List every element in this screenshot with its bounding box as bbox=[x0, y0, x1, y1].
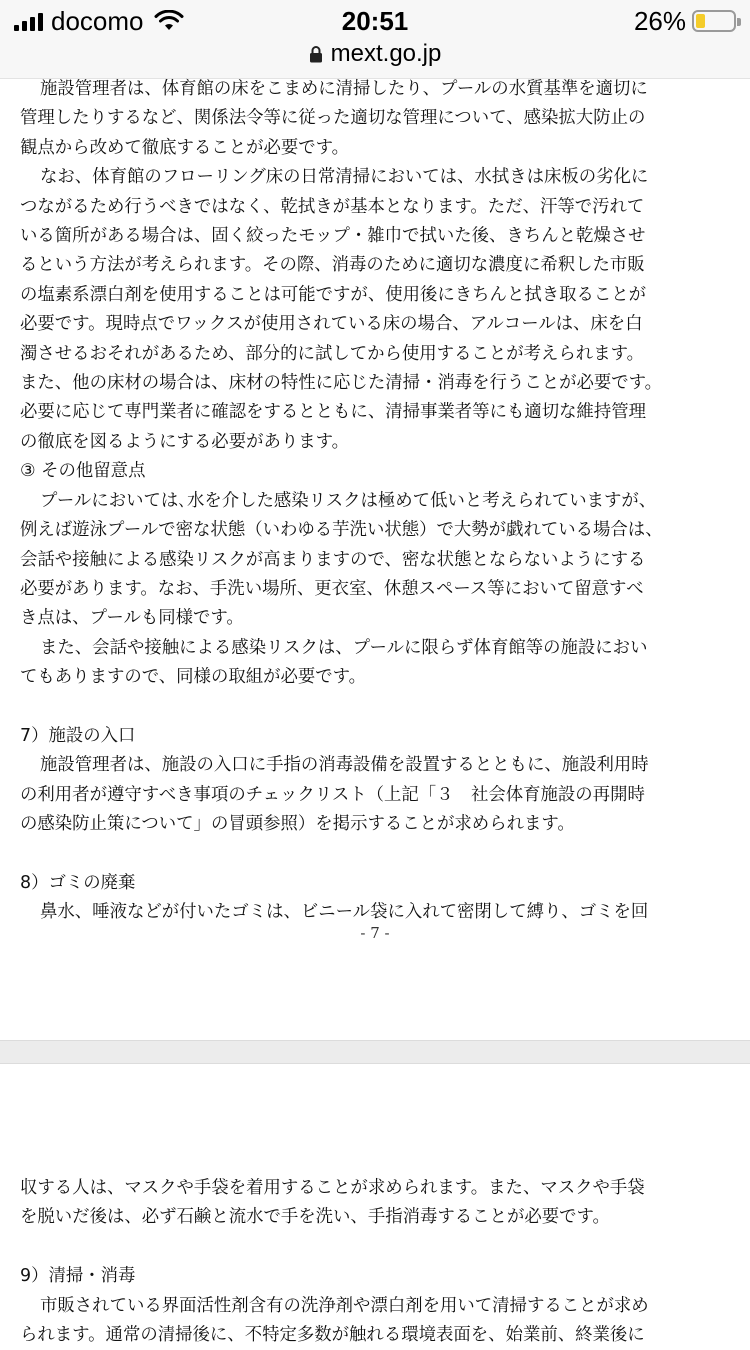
paragraph-line: 観点から改めて徹底することが必要です。 bbox=[20, 137, 350, 158]
page-number: - 7 - bbox=[360, 924, 390, 942]
address-bar[interactable] bbox=[0, 40, 750, 68]
battery-fill bbox=[696, 14, 705, 28]
blank-line bbox=[20, 1233, 732, 1262]
paragraph-line: 収する人は、マスクや手袋を着用することが求められます。また、マスクや手袋 bbox=[20, 1178, 645, 1198]
document-page-1 bbox=[20, 75, 732, 928]
paragraph-line: 会話や接触による感染リスクが高まりますので、密な状態とならないようにする bbox=[20, 549, 646, 570]
carrier-name: docomo bbox=[51, 5, 144, 36]
paragraph-line: なお、体育館のフローリング床の日常清掃においては、水拭きは床板の劣化に bbox=[40, 167, 649, 188]
paragraph-line: 必要です。現時点でワックスが使用されている床の場合、アルコールは、床を白 bbox=[20, 314, 643, 335]
paragraph-line: また、他の床材の場合は、床材の特性に応じた清掃・消毒を行うことが必要です。 bbox=[20, 373, 663, 394]
paragraph-line: また、会話や接触による感染リスクは、プールに限らず体育館等の施設におい bbox=[40, 637, 648, 658]
paragraph-line: 市販されている界面活性剤含有の洗浄剤や漂白剤を用いて清掃することが求め bbox=[40, 1295, 649, 1316]
paragraph-line: の利用者が遵守すべき事項のチェックリスト（上記「３ 社会体育施設の再開時 bbox=[20, 784, 645, 805]
paragraph-line: てもありますので、同様の取組が必要です。 bbox=[20, 667, 367, 688]
paragraph-line: 施設管理者は、施設の入口に手指の消毒設備を設置するとともに、施設利用時 bbox=[40, 755, 649, 776]
blank-line bbox=[20, 840, 732, 869]
page-separator bbox=[0, 1040, 750, 1064]
battery-percent: 26% bbox=[633, 5, 686, 36]
paragraph-line: 施設管理者は、体育館の床をこまめに清掃したり、プールの水質基準を適切に bbox=[40, 79, 648, 99]
status-time: 20:51 bbox=[341, 6, 409, 36]
section-heading-garbage-disposal: 8）ゴミの廃棄 bbox=[20, 872, 136, 893]
paragraph-line: の感染防止策について」の冒頭参照）を掲示することが求められます。 bbox=[20, 814, 575, 835]
paragraph-line: の徹底を図るようにする必要があります。 bbox=[20, 431, 350, 452]
section-heading-other-notes: ③ その他留意点 bbox=[20, 461, 146, 482]
paragraph-line: 濁させるおそれがあるため、部分的に試してから使用することが考えられます。 bbox=[20, 343, 644, 364]
url-text: mext.go.jp bbox=[330, 40, 442, 67]
document-page-2 bbox=[20, 1174, 732, 1350]
battery-icon bbox=[692, 10, 736, 32]
paragraph-line: 例えば遊泳プールで密な状態（いわゆる芋洗い状態）で大勢が戯れている場合は、 bbox=[20, 520, 663, 541]
paragraph-line: 必要に応じて専門業者に確認をするとともに、清掃事業者等にも適切な維持管理 bbox=[20, 402, 647, 423]
paragraph-line: の塩素系漂白剤を使用することは可能ですが、使用後にきちんと拭き取ることが bbox=[20, 284, 647, 305]
section-heading-facility-entrance: 7）施設の入口 bbox=[20, 725, 136, 746]
lock-icon bbox=[309, 45, 323, 63]
paragraph-line: を脱いだ後は、必ず石鹸と流水で手を洗い、手指消毒することが必要です。 bbox=[20, 1207, 610, 1228]
paragraph-line: き点は、プールも同様です。 bbox=[20, 608, 244, 629]
paragraph-line: 管理したりするなど、関係法令等に従った適切な管理について、感染拡大防止の bbox=[20, 108, 646, 129]
paragraph-line: つながるため行うべきではなく、乾拭きが基本となります。ただ、汗等で汚れて bbox=[20, 196, 645, 217]
paragraph-line: られます。通常の清掃後に、不特定多数が触れる環境表面を、始業前、終業後に bbox=[20, 1325, 645, 1346]
paragraph-line: いる箇所がある場合は、固く絞ったモップ・雑巾で拭いた後、きちんと乾燥させ bbox=[20, 226, 646, 247]
paragraph-line: 鼻水、唾液などが付いたゴミは、ビニール袋に入れて密閉して縛り、ゴミを回 bbox=[40, 902, 649, 923]
section-heading-cleaning-disinfection: 9）清掃・消毒 bbox=[20, 1266, 136, 1287]
status-right bbox=[634, 6, 736, 36]
paragraph-line: プールにおいては､水を介した感染リスクは極めて低いと考えられていますが、 bbox=[40, 490, 657, 511]
paragraph-line: るという方法が考えられます。その際、消毒のために適切な濃度に希釈した市販 bbox=[20, 255, 645, 276]
paragraph-line: 必要があります。なお、手洗い場所、更衣室、休憩スペース等において留意すべ bbox=[20, 578, 644, 599]
blank-line bbox=[20, 693, 732, 722]
battery-nub bbox=[737, 18, 741, 26]
browser-top-bar bbox=[0, 0, 750, 79]
